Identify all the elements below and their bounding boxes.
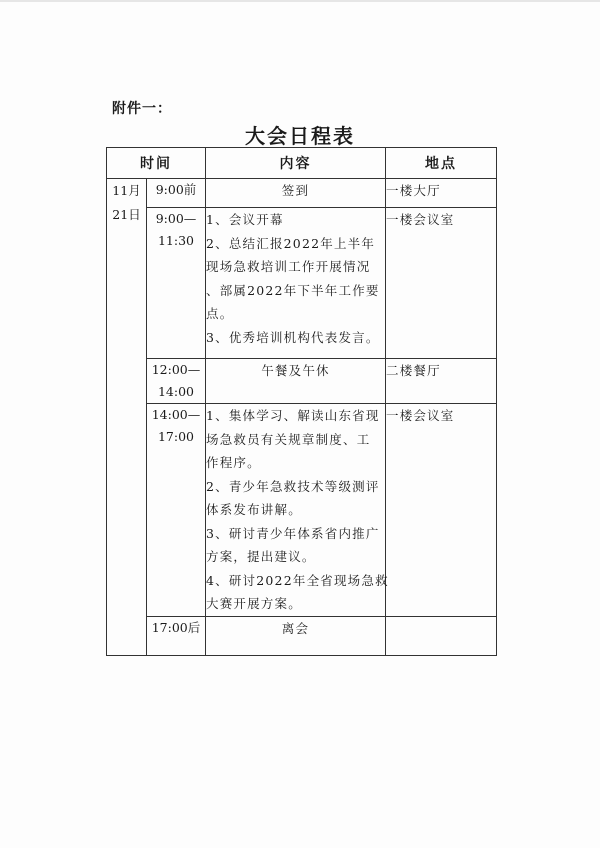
content-line: 3、优秀培训机构代表发言。	[206, 329, 380, 345]
content-cell	[206, 616, 386, 655]
content-line: 午餐及午休	[261, 363, 330, 378]
content-line: 体系发布讲解。	[206, 502, 302, 517]
time-cell	[147, 404, 206, 617]
time-text: 14:00—	[151, 407, 201, 422]
time-text: 14:00	[157, 384, 195, 399]
time-text: 17:00后	[151, 619, 201, 635]
content-line: 2、总结汇报2022年上半年	[206, 235, 376, 251]
header-content: 内容	[206, 148, 386, 179]
content-line: 、部属2022年下半年工作要	[206, 282, 380, 298]
table-row	[107, 359, 497, 404]
content-cell	[206, 359, 386, 404]
content-line: 大赛开展方案。	[206, 596, 302, 611]
content-line: 4、研讨2022年全省现场急救	[206, 572, 389, 588]
content-line: 1、集体学习、解读山东省现	[206, 408, 380, 423]
place-cell: 一楼大厅	[386, 179, 497, 208]
schedule-table	[106, 147, 497, 656]
time-cell	[147, 359, 206, 404]
content-line: 1、会议开幕	[206, 212, 284, 227]
content-line: 3、研讨青少年体系省内推广	[206, 525, 380, 541]
time-cell	[147, 616, 206, 655]
date-day: 21日	[112, 207, 141, 222]
time-text: 11:30	[157, 233, 195, 248]
content-cell	[206, 179, 386, 208]
place-cell	[386, 616, 497, 655]
content-line: 离会	[281, 620, 310, 636]
date-cell	[107, 179, 147, 656]
table-row	[107, 179, 497, 208]
time-cell	[147, 179, 206, 208]
table-row	[107, 404, 497, 617]
time-text: 12:00—	[151, 362, 201, 377]
date-month: 11月	[112, 183, 141, 198]
page-title: 大会日程表	[245, 124, 355, 148]
place-cell: 一楼会议室	[386, 208, 497, 359]
content-cell	[206, 208, 386, 359]
header-place: 地点	[386, 148, 497, 179]
place-cell: 一楼会议室	[386, 404, 497, 617]
content-line: 点。	[206, 306, 234, 321]
content-line: 现场急救培训工作开展情况	[206, 259, 371, 274]
header-time: 时间	[107, 148, 206, 179]
time-cell	[147, 208, 206, 359]
table-row	[107, 616, 497, 655]
time-text: 9:00前	[155, 182, 197, 197]
content-line: 方案，提出建议。	[206, 549, 316, 564]
table-header-row	[107, 148, 497, 179]
annex-label: 附件一：	[112, 101, 172, 117]
content-line: 场急救员有关规章制度、工	[206, 431, 371, 447]
content-line: 作程序。	[206, 455, 261, 470]
place-cell: 二楼餐厅	[386, 359, 497, 404]
time-text: 9:00—	[155, 211, 197, 226]
table-row	[107, 208, 497, 359]
content-line: 2、青少年急救技术等级测评	[206, 478, 380, 494]
content-cell	[206, 404, 389, 617]
time-text: 17:00	[157, 429, 195, 444]
content-line: 签到	[281, 183, 310, 198]
page-edge	[0, 0, 600, 2]
